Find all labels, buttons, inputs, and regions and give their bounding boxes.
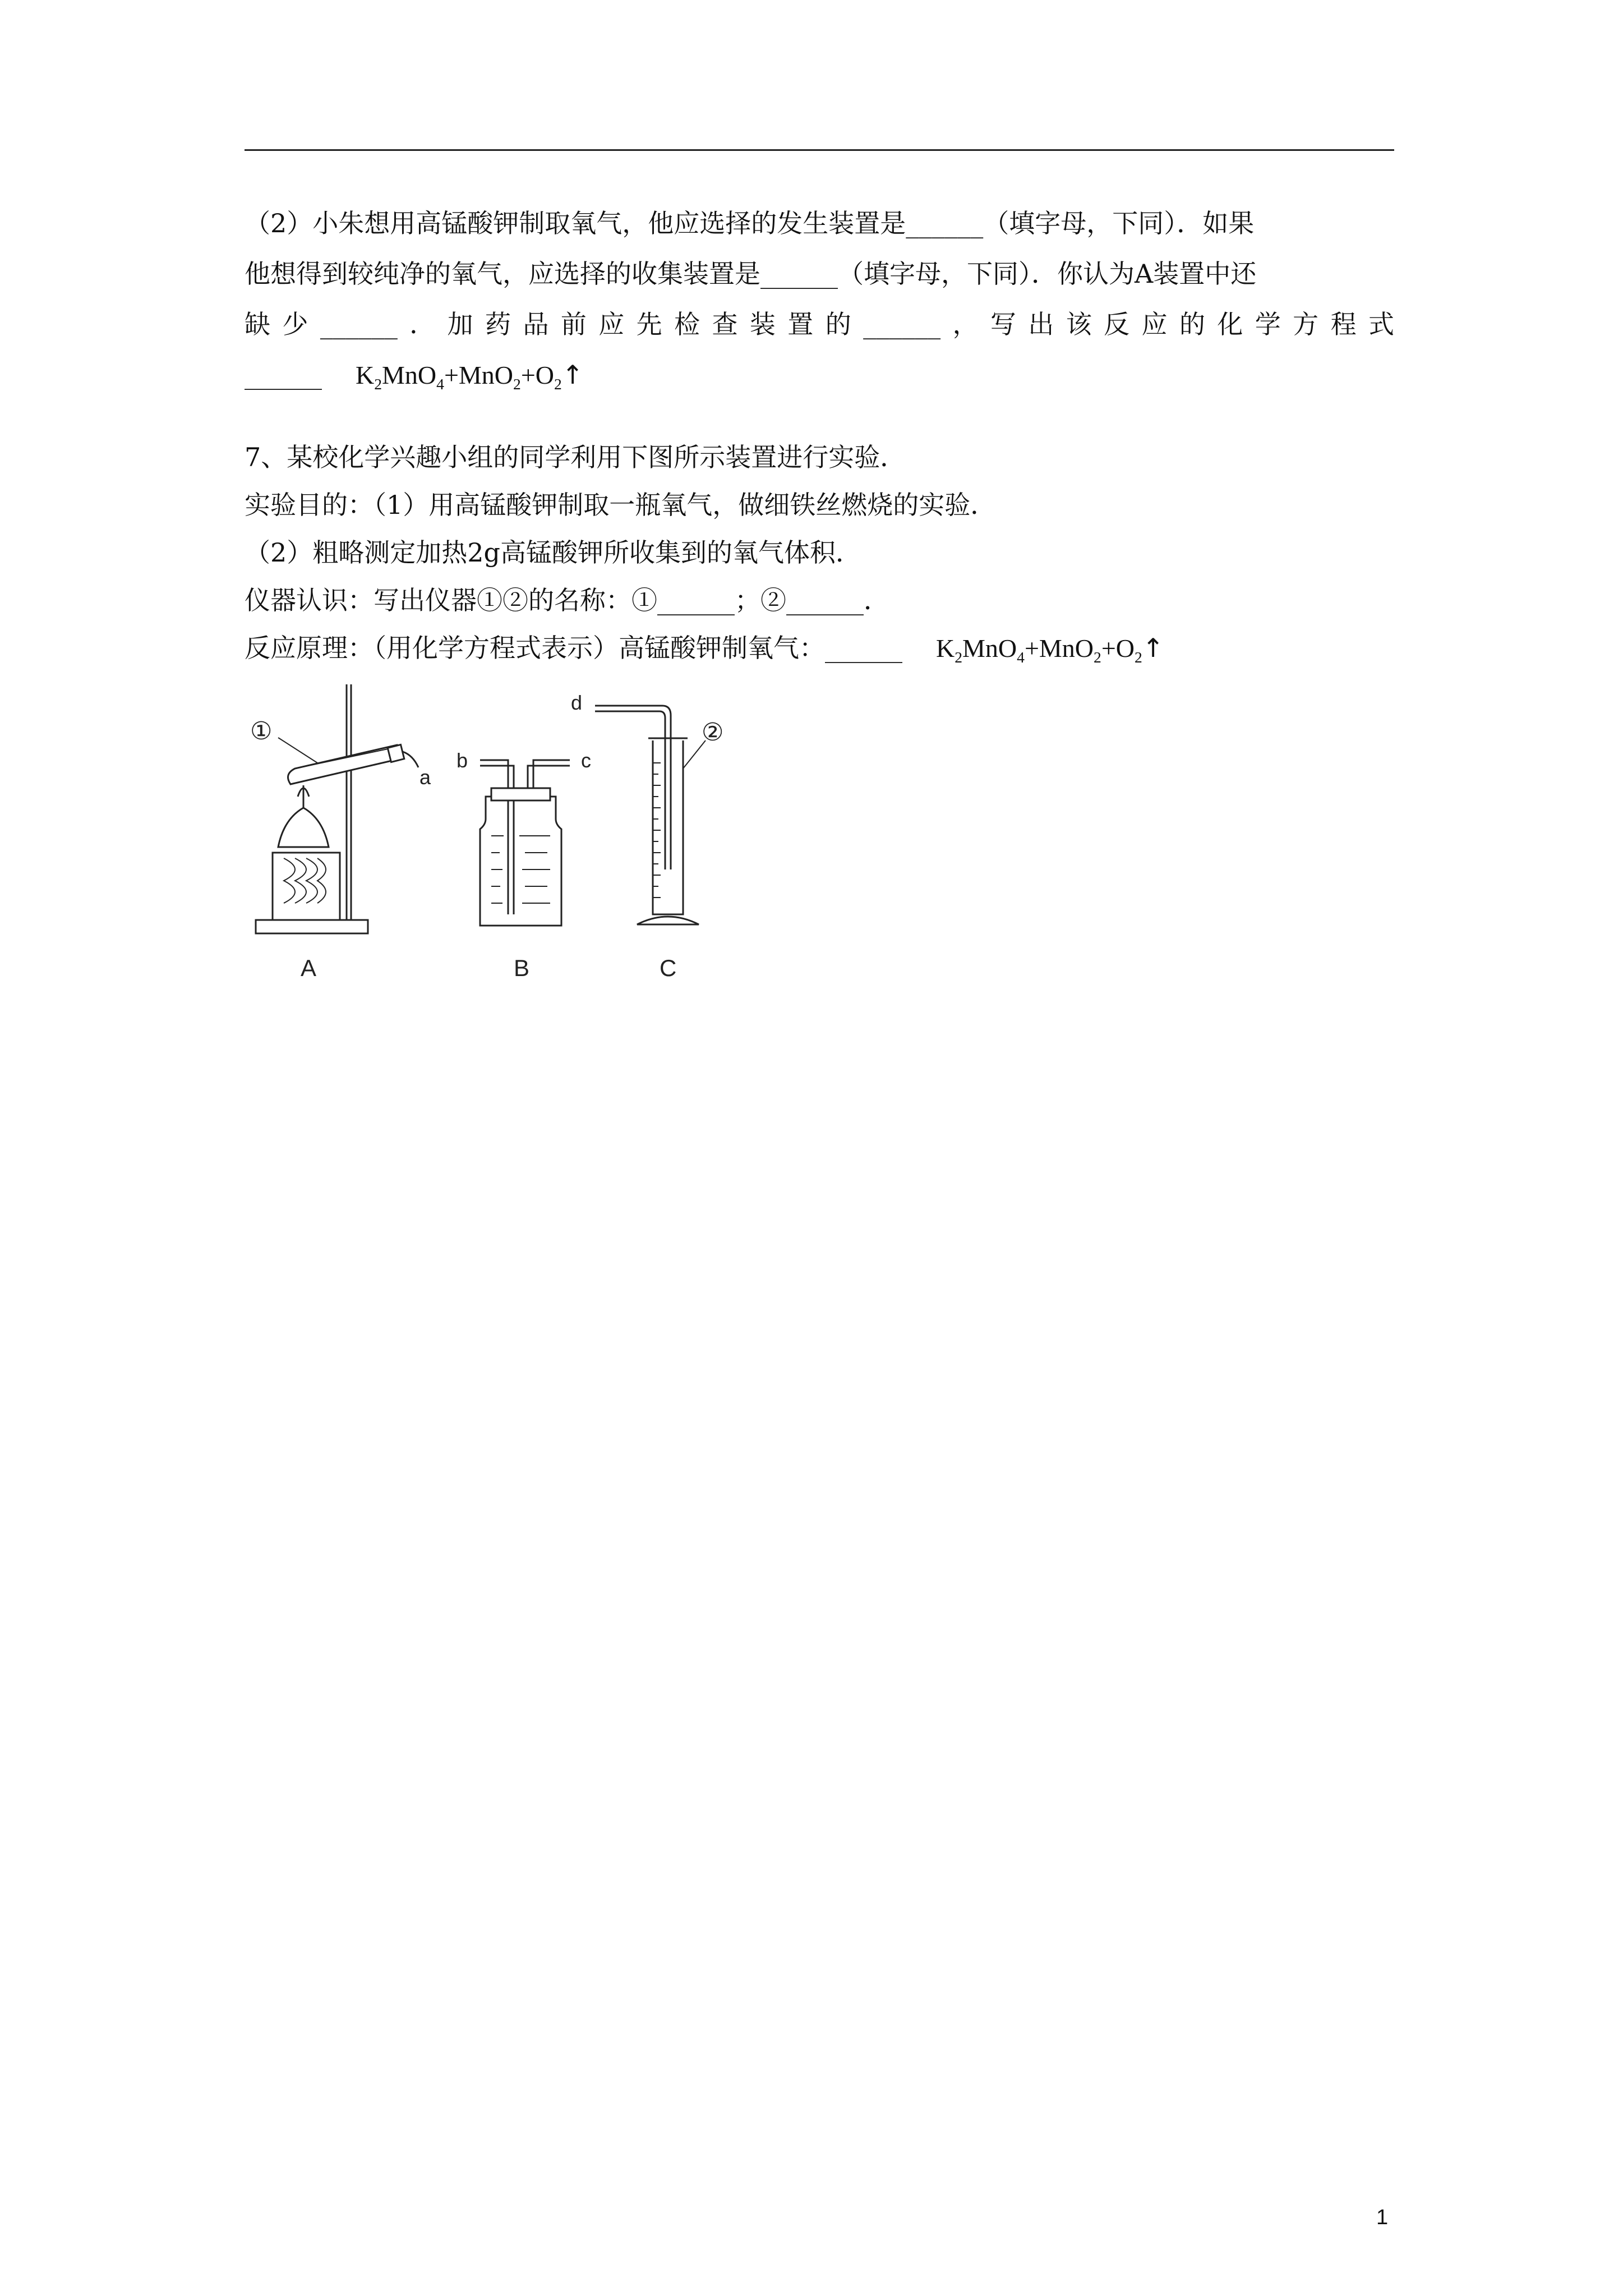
line3-word: 检 — [674, 309, 700, 339]
q6-part2-line2: 他想得到较纯净的氧气，应选择的收集装置是______（填字母，下同）．你认为A装置中还 — [245, 259, 1257, 289]
line3-word: 应 — [598, 309, 625, 339]
q7-principle: 反应原理：（用化学方程式表示）高锰酸钾制氧气：______ $K_2MnO_4+MnO_2+O_2↑$ — [245, 633, 1164, 666]
q6-part2-line1: （2）小朱想用高锰酸钾制取氧气，他应选择的发生装置是______（填字母，下同）．如果 — [245, 208, 1255, 238]
line3-word: ， — [952, 309, 979, 339]
q7-title: 7、某校化学兴趣小组的同学利用下图所示装置进行实验． — [245, 442, 906, 472]
line3-word: 的 — [1179, 309, 1205, 339]
q7-purpose-2: （2）粗略测定加热2g高锰酸钾所收集到的氧气体积． — [245, 537, 861, 568]
label-b: b — [457, 749, 468, 772]
line3-word: 程 — [1330, 309, 1357, 339]
line3-word: 反 — [1104, 309, 1130, 339]
line3-word: 化 — [1217, 309, 1243, 339]
header-rule — [245, 149, 1394, 151]
equation-products: $K_2MnO_4+MnO_2+O_2↑$ — [936, 633, 1164, 666]
line3-word: 加 — [447, 309, 473, 339]
line3-word: 品 — [523, 309, 549, 339]
q6-part2-line3 — [245, 307, 1394, 341]
line3-word: 的 — [825, 309, 851, 339]
line3-word: ______ — [863, 309, 941, 339]
line3-word: 缺 — [245, 309, 270, 339]
line3-word: 应 — [1141, 309, 1168, 339]
page-number: 1 — [1376, 2206, 1389, 2229]
q7-instruments: 仪器认识：写出仪器①②的名称：①______；②______． — [245, 585, 889, 615]
apparatus-figure — [245, 684, 749, 987]
line3-word: 前 — [560, 309, 587, 339]
gas-arrow-icon: ↑ — [1142, 633, 1164, 663]
line3-word: 式 — [1368, 309, 1394, 339]
answer-blank: ______ — [245, 360, 322, 390]
caption-a: A — [301, 955, 317, 981]
line3-word: 少 — [282, 309, 308, 339]
apparatus-a — [250, 684, 431, 981]
line3-word: 先 — [636, 309, 662, 339]
line3-word: 装 — [749, 309, 776, 339]
line3-word: 查 — [712, 309, 738, 339]
gas-arrow-icon: ↑ — [561, 360, 584, 390]
apparatus-c — [571, 691, 723, 981]
equation-products: $K_2MnO_4+MnO_2+O_2↑$ — [356, 360, 584, 393]
line3-word: ______ — [320, 309, 398, 339]
label-d: d — [571, 691, 583, 714]
line3-word: 该 — [1066, 309, 1092, 339]
label-c: c — [581, 749, 591, 772]
line3-word: 写 — [990, 309, 1016, 339]
caption-b: B — [514, 955, 530, 981]
q7-purpose-1: 实验目的：（1）用高锰酸钾制取一瓶氧气，做细铁丝燃烧的实验． — [245, 490, 997, 520]
label-a: a — [419, 766, 431, 789]
caption-c: C — [660, 955, 677, 981]
line3-word: 药 — [485, 309, 511, 339]
label-circle-1: ① — [250, 717, 273, 745]
line3-word: ． — [409, 309, 436, 339]
q6-part2-line4 — [245, 358, 583, 401]
apparatus-b — [457, 749, 591, 981]
line3-word: 出 — [1028, 309, 1054, 339]
label-circle-2: ② — [702, 719, 724, 746]
line3-word: 学 — [1255, 309, 1281, 339]
line3-word: 方 — [1293, 309, 1319, 339]
line3-word: 置 — [787, 309, 814, 339]
